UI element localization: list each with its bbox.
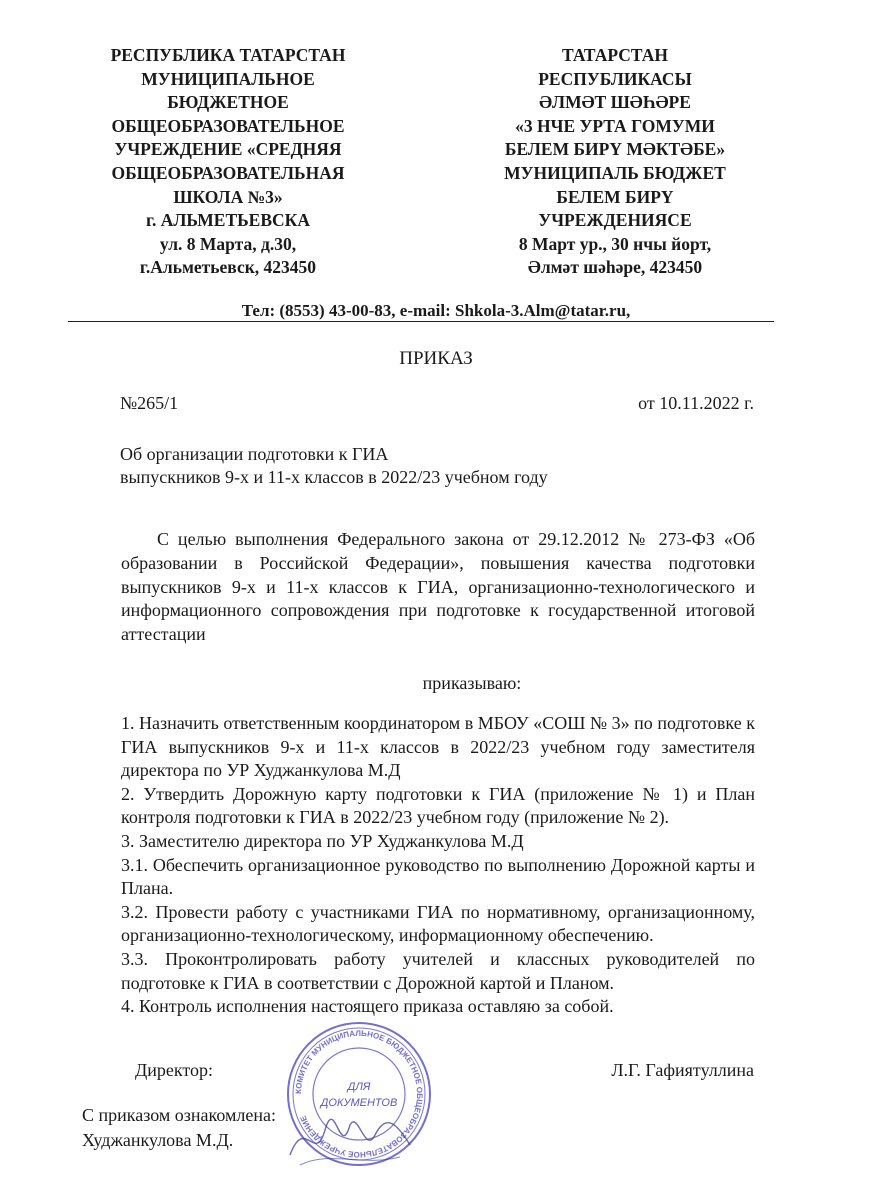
- stamp-text: ДЛЯ: [347, 1081, 371, 1093]
- order-item: 3.1. Обеспечить организационное руководство по выполнению Дорожной карты и Плана.: [121, 854, 755, 899]
- header-line: г.Альметьевск, 423450: [139, 257, 317, 278]
- order-item: 2. Утвердить Дорожную карту подготовки к ГИА (приложение № 1) и План контроля подготовки к ГИА в 2022/23 учебном году (приложение № 2).: [121, 783, 755, 828]
- header-tatar: [470, 44, 760, 280]
- subject-line: Об организации подготовки к ГИА: [120, 444, 389, 464]
- header-russian: [78, 44, 378, 280]
- header-line: МУНИЦИПАЛЬНОЕ: [141, 68, 315, 89]
- header-line: г. АЛЬМЕТЬЕВСКА: [145, 210, 310, 231]
- header-line: ТАТАРСТАН: [562, 45, 668, 65]
- signer-role: Директор:: [135, 1060, 214, 1080]
- order-number: №265/1: [120, 393, 179, 413]
- header-line: ул. 8 Марта, д.30,: [159, 233, 297, 254]
- order-word: приказываю:: [422, 673, 522, 693]
- order-item: 4. Контроль исполнения настоящего приказа оставляю за собой.: [121, 996, 614, 1017]
- order-item: 3.3. Проконтролировать работу учителей и классных руководителей по подготовке к ГИА в соответствии с Дорожной картой и Планом.: [121, 948, 755, 993]
- header-line: БЕЛЕМ БИРҮ МӘКТӘБЕ»: [504, 139, 726, 160]
- header-line: ОБЩЕОБРАЗОВАТЕЛЬНОЕ: [111, 115, 345, 136]
- header-line: 8 Март ур., 30 нчы йорт,: [518, 233, 712, 254]
- subject-line: выпускников 9-х и 11-х классов в 2022/23 учебном году: [120, 467, 548, 487]
- document-title: ПРИКАЗ: [399, 348, 473, 369]
- stamp-ring-text: КОМИТЕТ МУНИЦИПАЛЬНОЕ БЮДЖЕТНОЕ ОБЩЕОБРАЗОВАТЕЛЬНОЕ УЧРЕЖДЕНИЕ: [293, 1028, 425, 1160]
- header-line: «3 НЧЕ УРТА ГОМУМИ: [515, 115, 715, 136]
- header-line: РЕСПУБЛИКАСЫ: [538, 68, 692, 89]
- signer-name: Л.Г. Гафиятуллина: [611, 1060, 754, 1080]
- header-line: ӘЛМӘТ ШӘҺӘРЕ: [539, 92, 691, 113]
- header-line: БЮДЖЕТНОЕ: [167, 92, 289, 113]
- header-divider: [68, 321, 774, 322]
- header-line: МУНИЦИПАЛЬ БЮДЖЕТ: [504, 162, 726, 183]
- order-subject: [120, 443, 548, 489]
- header-line: БЕЛЕМ БИРҮ: [556, 186, 674, 207]
- contact-line: Тел: (8553) 43-00-83, e-mail: Shkola-3.Alm@tatar.ru,: [241, 301, 631, 320]
- header-line: Әлмәт шәһәре, 423450: [527, 257, 703, 278]
- header-line: УЧРЕЖДЕНИЯСЕ: [538, 210, 692, 231]
- header-line: ОБЩЕОБРАЗОВАТЕЛЬНАЯ: [111, 162, 345, 183]
- order-items: [121, 712, 755, 1019]
- stamp-text: ДОКУМЕНТОВ: [320, 1097, 398, 1109]
- intro-paragraph: С целью выполнения Федерального закона от 29.12.2012 № 273-ФЗ «Об образовании в Российской Федерации», повышения качества подготовки выпускников 9-х и 11-х классов к ГИА, организационно-технологического и информационного сопровождения при подготовке к государственной итоговой аттестации: [121, 529, 755, 645]
- order-item: 3. Заместителю директора по УР Худжанкулова М.Д: [121, 830, 524, 851]
- header-line: УЧРЕЖДЕНИЕ «СРЕДНЯЯ: [114, 139, 342, 160]
- header-line: РЕСПУБЛИКА ТАТАРСТАН: [110, 45, 346, 65]
- order-item: 1. Назначить ответственным координатором в МБОУ «СОШ № 3» по подготовке к ГИА выпускников 9-х и 11-х классов в 2022/23 учебном году заместителя директора по УР Худжанкулова М.Д: [121, 713, 755, 781]
- header-line: ШКОЛА №3»: [173, 186, 283, 207]
- order-date: от 10.11.2022 г.: [638, 393, 754, 413]
- handwritten-signature: [280, 1095, 420, 1175]
- acknowledgement-name: Худжанкулова М.Д.: [82, 1130, 234, 1150]
- acknowledgement-label: С приказом ознакомлена:: [82, 1105, 276, 1125]
- order-item: 3.2. Провести работу с участниками ГИА по нормативному, организационному, организационно-технологическому, информационному обеспечению.: [121, 901, 755, 946]
